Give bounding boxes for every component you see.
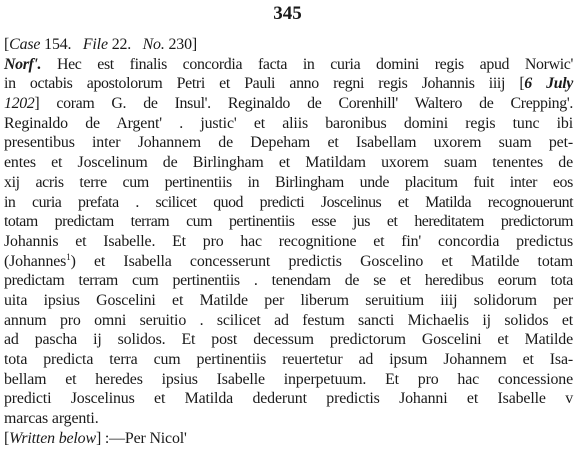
editorial-year: 1202 <box>4 95 35 113</box>
text-line-13: uita ipsius Goscelini et Matilde per liberum seruitium iiij solidorum per <box>4 291 573 309</box>
file-number: 22. <box>111 36 132 53</box>
text-line-16: tota predicta terra cum pertinentiis reuertetur ad ipsum Johannem et Isa- <box>4 351 573 368</box>
text-line-7: xij acris terre cum pertinentiis in Birlingham unde placitum fuit inter eos <box>4 173 573 191</box>
line-11-pre: (Johannes <box>4 252 67 270</box>
text-line-2 <box>4 74 573 94</box>
text-line-12: predictam terram cum pertinentiis . tenendam de se et heredibus eorum tota <box>4 272 573 290</box>
written-below-line <box>4 429 573 449</box>
no-value: 230 <box>168 36 192 53</box>
case-label: Case <box>9 36 41 53</box>
text-line-4: Reginaldo de Argent' . justic' et aliis baronibus domini regis tunc ibi <box>4 114 573 132</box>
text-line-17: bellam et heredes ipsius Isabelle inperpetuum. Et pro hac concessione <box>4 370 573 388</box>
charter-text <box>4 35 573 448</box>
text-line-10: Johannis et Isabelle. Et pro hac recognitione et fin' concordia predictus <box>4 232 573 250</box>
no-label: No. <box>142 36 165 53</box>
editorial-date: 6 July <box>524 75 573 93</box>
bracket-close: ] <box>191 36 198 53</box>
file-label: File <box>82 36 108 53</box>
case-number: 154. <box>44 36 72 53</box>
text-line-8: in curia prefata . scilicet quod predicti Joscelinus et Matilda recognouerunt <box>4 193 573 211</box>
text-line-15: ad pascha ij solidos. Et post decessum predictorum Goscelini et Matilde <box>4 331 573 349</box>
bracket-open: [ <box>4 36 10 53</box>
line-3-text: ] coram G. de Insul'. Reginaldo de Corenhill' Waltero de Crepping'. <box>34 95 573 113</box>
written-below-label: Written below <box>9 429 96 447</box>
text-line-19: marcas argenti. <box>4 410 99 428</box>
text-line-1 <box>4 55 573 75</box>
page-number: 345 <box>273 3 302 24</box>
line-11-post: ) et Isabella concesserunt predictis Goscelino et Matilde totam <box>70 252 573 270</box>
line-2-text: in octabis apostolorum Petri et Pauli anno regni regis Johannis iiij [ <box>4 75 525 93</box>
text-line-11 <box>4 252 573 272</box>
line-1-text: Hec est finalis concordia facta in curia domini regis apud Norwic' <box>41 55 573 73</box>
text-line-14: annum pro omni seruitio . scilicet ad festum sancti Michaelis ij solidos et <box>4 311 573 329</box>
text-line-18: predicti Joscelinus et Matilda dederunt predictis Johanni et Isabelle v <box>4 390 573 408</box>
text-line-5: presentibus inter Johannem de Depeham et Isabellam uxorem suam pet- <box>4 134 573 152</box>
text-line-9: totam predictam terram cum pertinentiis esse jus et hereditatem predictorum <box>4 213 573 231</box>
text-line-3 <box>4 94 573 114</box>
written-below-text: ] :—Per Nicol' <box>95 429 187 447</box>
reference-header <box>4 35 573 55</box>
text-line-6: entes et Joscelinum de Birlingham et Matildam uxorem suam tenentes de <box>4 154 573 172</box>
county-label: Norf'. <box>4 55 42 73</box>
footnote-marker: 1 <box>66 251 71 262</box>
bracket-open-2: [ <box>4 429 10 447</box>
